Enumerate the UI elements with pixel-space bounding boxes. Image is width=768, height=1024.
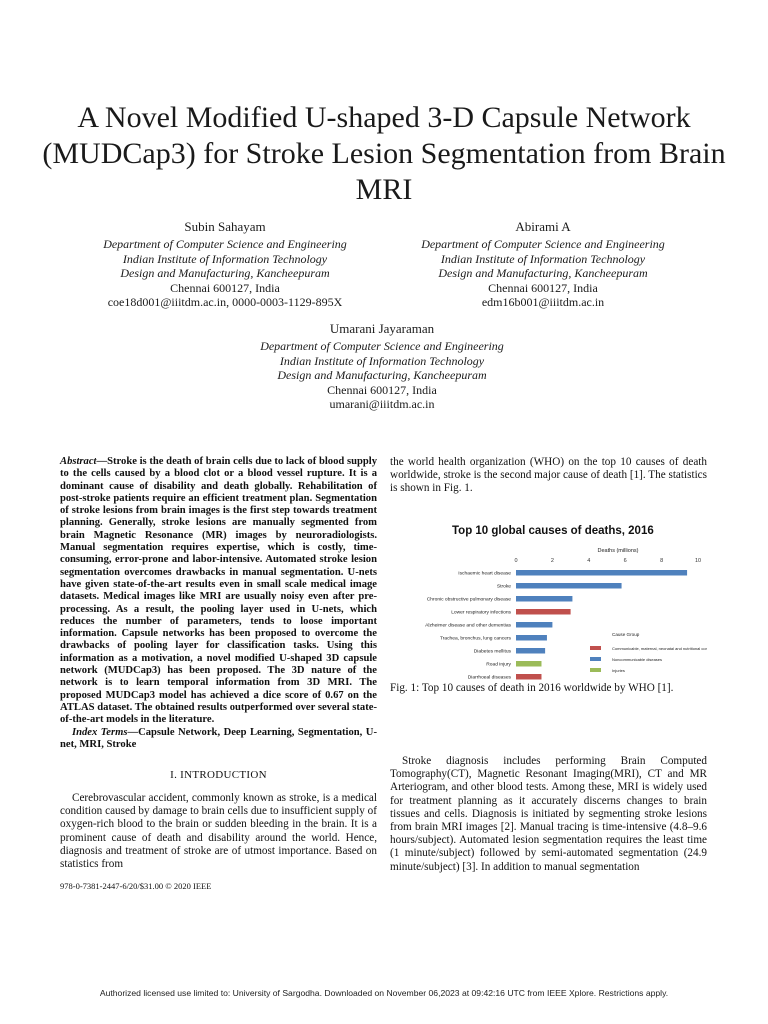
index-terms [60, 727, 377, 752]
bar [516, 583, 622, 589]
author-email: coe18d001@iiitdm.ac.in, 0000-0003-1129-895X [107, 295, 343, 309]
download-footer: Authorized licensed use limited to: University of Sargodha. Downloaded on November 06,2023 at 09:42:16 UTC from IEEE Xplore. Restrictions apply. [99, 988, 669, 998]
chart-title: Top 10 global causes of deaths, 2016 [452, 525, 654, 537]
author-dept: Department of Computer Science and Engineering [260, 339, 504, 353]
category-label: Diarrhoeal diseases [467, 675, 511, 680]
author-dept: Department of Computer Science and Engineering [421, 237, 665, 251]
index-terms-text: —Capsule Network, Deep Learning, Segmentation, U-net, MRI, Stroke [60, 726, 377, 750]
author-dept: Department of Computer Science and Engineering [103, 237, 347, 251]
index-terms-label: Index Terms [72, 726, 128, 738]
legend-label: Noncommunicable diseases [612, 656, 663, 662]
category-label: Trachea, bronchus, lung cancers [439, 636, 511, 642]
category-label: Lower respiratory infections [451, 610, 511, 616]
bar [516, 570, 687, 576]
category-label: Diabetes mellitus [473, 649, 511, 655]
author-email: umarani@iiitdm.ac.in [329, 397, 435, 411]
figure-1 [390, 520, 707, 680]
author-institute-2: Design and Manufacturing, Kancheepuram [277, 368, 487, 382]
category-label: Ischaemic heart disease [458, 571, 511, 577]
bar [516, 622, 552, 628]
abstract-text: —Stroke is the death of brain cells due to lack of blood supply to the cells caused by a blood clot or a blood vessel rupture. It is a dominant cause of disability and death globally. Rehabilitation of post-stroke patients require an efficient treatment plan. Segmentation of stroke lesions from brain images is the first step towards treatment planning. Generally, stroke lesions are manually segmented from brain Magnetic Resonance (MR) images by neuroradiologists. Manual segmentation requires expertise, which is costly, time-consuming, error-prone and labor-intensive. Automated stroke lesion segmentation overcomes drawbacks in manual segmentation. U-nets have given state-of-the-art results even in small scale medical image datasets. Medical images like MRI are usually noisy even after pre-processing. As a result, the pooling layer used in U-nets, which reduces the number of parameters, tends to loose important information. Capsule networks has been proposed to overcome the drawbacks of pooling layer for classification tasks. Using this information as a motivation, a novel modified U-shaped 3D capsule network (MUDCap3) has been proposed. The 3D nature of the network is to learn temporal information from 3D MRI. The proposed MUDCap3 model has achieved a dice score of 0.67 on the ATLAS dataset. The obtained results outperformed over several state-of-the-art models in the literature. [60, 456, 377, 726]
legend-swatch [590, 646, 601, 650]
author-city: Chennai 600127, India [488, 280, 598, 295]
x-axis-label: Deaths (millions) [597, 548, 639, 554]
bar [516, 609, 571, 615]
author-block-2 [378, 219, 708, 310]
author-institute: Indian Institute of Information Technology [440, 251, 646, 266]
copyright-line: 978-0-7381-2447-6/20/$31.00 © 2020 IEEE [60, 881, 212, 891]
legend-swatch [590, 668, 601, 672]
legend-label: Communicable, maternal, neonatal and nutritional co [612, 645, 706, 651]
author-city: Chennai 600127, India [327, 382, 437, 397]
intro-paragraph: Cerebrovascular accident, commonly known as stroke, is a medical condition caused by damage to brain cells due to insufficient supply of oxygen-rich blood to the brain or sudden bleeding in the brain. It is a prominent cause of death and disability around the world. Hence, diagnosis and treatment of stroke are of utmost importance. Based on statistics from [60, 792, 377, 871]
x-tick-label: 0 [514, 558, 518, 564]
bar [516, 674, 541, 680]
abstract [60, 456, 377, 751]
author-city: Chennai 600127, India [170, 280, 280, 295]
category-label: Road injury [486, 662, 511, 668]
bar [516, 596, 572, 602]
author-email: edm16b001@iiitdm.ac.in [481, 295, 605, 309]
paper-title: A Novel Modified U-shaped 3-D Capsule Network (MUDCap3) for Stroke Lesion Segmentation from Brain MRI [42, 101, 726, 206]
x-tick-label: 2 [550, 558, 554, 564]
bar-chart [390, 520, 707, 680]
bar [516, 661, 541, 667]
abstract-label: Abstract [60, 456, 97, 467]
legend-label: Injuries [612, 667, 625, 673]
x-tick-label: 10 [694, 558, 702, 564]
category-label: Chronic obstructive pulmonary disease [426, 597, 511, 603]
author-institute-2: Design and Manufacturing, Kancheepuram [438, 266, 648, 280]
author-name: Umarani Jayaraman [329, 321, 435, 336]
right-column-paragraph: Stroke diagnosis includes performing Brain Computed Tomography(CT), Magnetic Resonant Imaging(MRI), CT and MR Arteriogram, and other blood tests. Among these, MRI is widely used for treatment planning as it accurately discerns changes to brain tissues and cells. Diagnosis is initiated by segmenting stroke lesions from brain MRI images [2]. Manual tracing is time-intensive (4.8–9.6 hours/subject). Automated lesion segmentation requires the least time (1 minute/subject) followed by semi-automated segmentation (24.9 minute/subject) [3]. In addition to manual segmentation [390, 755, 707, 873]
x-tick-label: 6 [623, 558, 627, 564]
author-name: Subin Sahayam [184, 219, 266, 234]
figure-caption: Fig. 1: Top 10 causes of death in 2016 worldwide by WHO [1]. [390, 682, 674, 694]
author-block-3 [217, 321, 547, 412]
right-column-intro: the world health organization (WHO) on the top 10 causes of death worldwide, stroke is the second major cause of death [1]. The statistics is shown in Fig. 1. [390, 456, 707, 495]
bar [516, 648, 545, 654]
x-tick-label: 4 [587, 558, 591, 564]
author-block-1 [60, 219, 390, 310]
bar [516, 635, 547, 641]
section-heading: I. INTRODUCTION [170, 769, 267, 781]
category-label: Stroke [496, 584, 511, 590]
legend-swatch [590, 657, 601, 661]
category-label: Alzheimer disease and other dementias [425, 623, 511, 629]
author-institute: Indian Institute of Information Technology [279, 353, 485, 368]
author-institute: Indian Institute of Information Technology [122, 251, 328, 266]
legend-title: Cause Group [612, 632, 640, 637]
author-name: Abirami A [515, 219, 571, 234]
author-institute-2: Design and Manufacturing, Kancheepuram [120, 266, 330, 280]
x-tick-label: 8 [660, 558, 664, 564]
